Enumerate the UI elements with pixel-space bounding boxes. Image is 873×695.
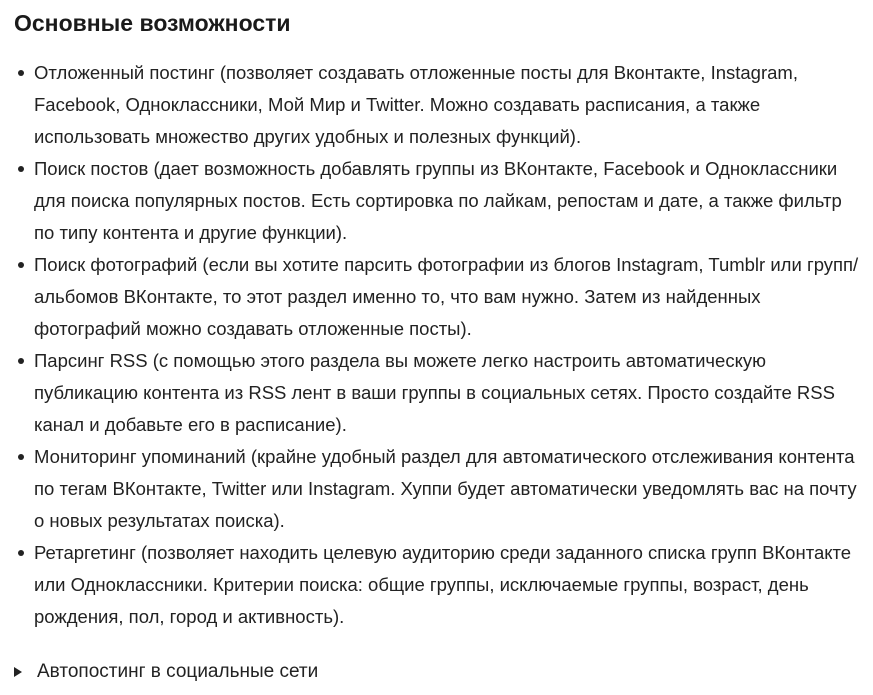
list-item-text: Парсинг RSS (с помощью этого раздела вы можете легко настроить автоматическую публикацию контента из RSS лент в ваши группы в социальных сетях. Просто создайте RSS канал и добавьте его в расписание). xyxy=(34,350,835,435)
list-item-text: Мониторинг упоминаний (крайне удобный раздел для автоматического отслеживания контента по тегам ВКонтакте, Twitter или Instagram. Хуппи будет автоматически уведомлять вас на почту о новых результатах поиска). xyxy=(34,446,857,531)
bullet-icon xyxy=(18,358,24,364)
list-item-text: Поиск постов (дает возможность добавлять группы из ВКонтакте, Facebook и Одноклассники для поиска популярных постов. Есть сортировка по лайкам, репостам и дате, а также фильтр по типу контента и другие функции). xyxy=(34,158,842,243)
bullet-icon xyxy=(18,454,24,460)
list-item xyxy=(0,441,873,537)
list-item xyxy=(0,57,873,153)
list-item-text: Ретаргетинг (позволяет находить целевую аудиторию среди заданного списка групп ВКонтакте или Одноклассники. Критерии поиска: общие группы, исключаемые группы, возраст, день рождения, пол, город и активность). xyxy=(34,542,852,627)
disclosure-triangle-icon[interactable] xyxy=(14,667,22,677)
list-item-text: Отложенный постинг (позволяет создавать отложенные посты для Вконтакте, Instagram, Facebook, Одноклассники, Мой Мир и Twitter. Можно создавать расписания, а также использовать множество других удобных и полезных функций). xyxy=(34,62,798,147)
list-item xyxy=(0,153,873,249)
autoposting-disclosure[interactable] xyxy=(14,656,318,688)
bullet-icon xyxy=(18,550,24,556)
list-item xyxy=(0,249,873,345)
bullet-icon xyxy=(18,166,24,172)
disclosure-label[interactable]: Автопостинг в социальные сети xyxy=(37,661,319,682)
list-item xyxy=(0,345,873,441)
bullet-icon xyxy=(18,70,24,76)
bullet-icon xyxy=(18,262,24,268)
page-title: Основные возможности xyxy=(14,10,291,36)
list-item xyxy=(0,537,873,633)
list-item-text: Поиск фотографий (если вы хотите парсить фотографии из блогов Instagram, Tumblr или групп/альбомов ВКонтакте, то этот раздел именно то, что вам нужно. Затем из найденных фотографий можно создавать отложенные посты). xyxy=(34,254,859,339)
features-list xyxy=(0,57,873,633)
